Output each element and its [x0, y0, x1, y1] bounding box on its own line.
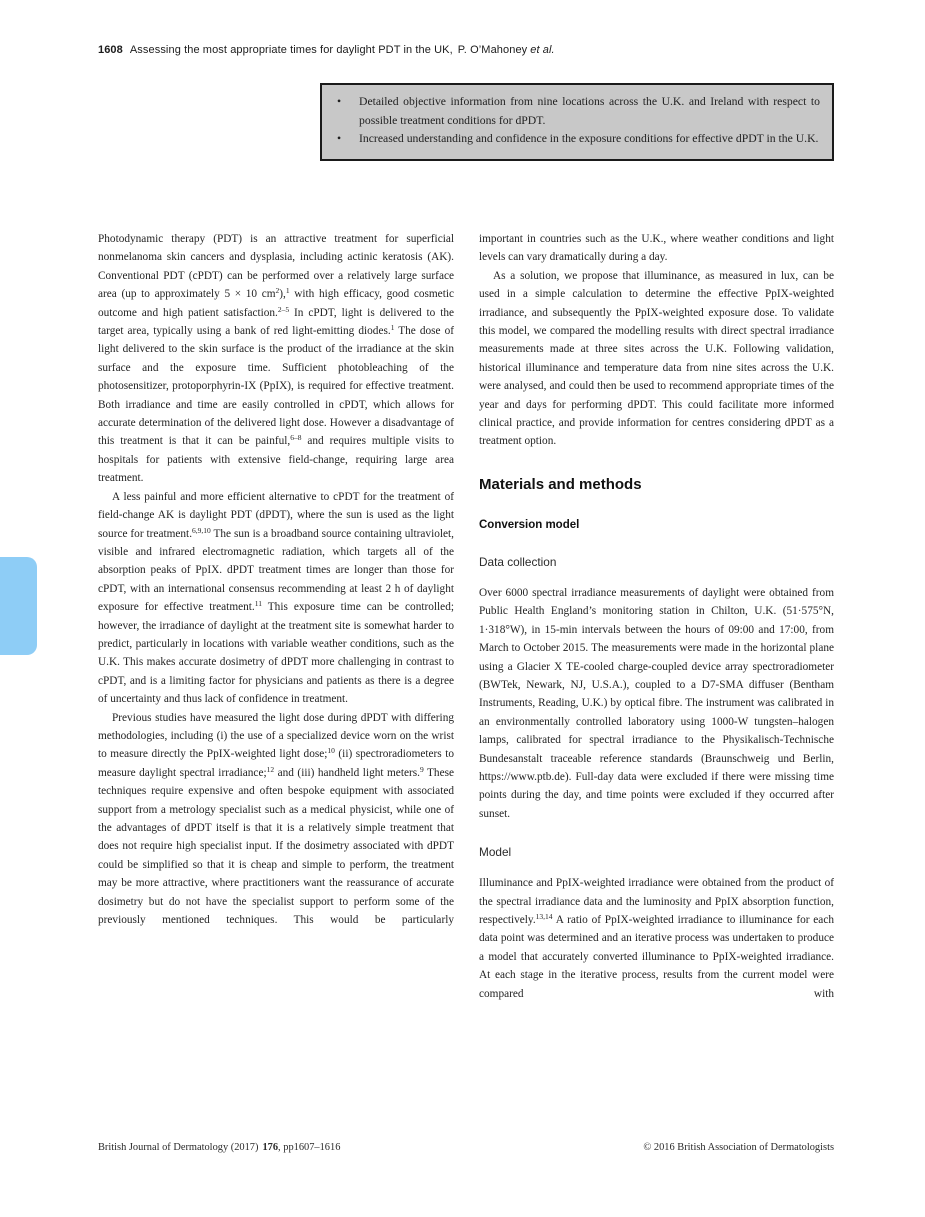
running-etal: et al. — [530, 44, 555, 56]
left-column — [98, 230, 454, 929]
subsubsection-heading-model: Model — [479, 845, 512, 860]
body-paragraph: Previous studies have measured the light dose during dPDT with differing methodologies, including (i) the use of a specialized device worn on the wrist to measure directly the PpIX-weighted light dose;$^{10}$ (ii) spectroradiometers to measure daylight spectral irradiance;$^{12}$ and (iii) handheld light meters.$^9$ These techniques require expensive and often bespoke equipment with associated support from a metrology specialist such as a medical physicist, while one of the advantages of dPDT itself is that it is a relatively simple treatment that does not require high specialist input. If the dosimetry associated with dPDT could be simplified so that it is cheap and simple to perform, the treatment may be more attractive, where practitioners want the reassurance of accurate dosimetry but do not have the specialist support to perform some of the previously mentioned techniques. This would be particularly — [98, 711, 454, 927]
body-paragraph: important in countries such as the U.K., where weather conditions and light levels can vary dramatically during a day. — [479, 233, 834, 264]
footer-citation — [98, 1142, 340, 1153]
section-heading-materials-and-methods: Materials and methods — [479, 475, 642, 493]
key-point-text: Detailed objective information from nine locations across the U.K. and Ireland with respect to possible treatment conditions for dPDT. — [359, 95, 820, 127]
footer-copyright: © 2016 British Association of Dermatologists — [643, 1142, 834, 1153]
key-points-box — [320, 83, 834, 161]
running-header — [98, 44, 838, 56]
footer-journal: British Journal of Dermatology (2017) — [98, 1142, 259, 1153]
subsubsection-heading-data-collection: Data collection — [479, 554, 557, 569]
body-paragraph: Illuminance and PpIX-weighted irradiance were obtained from the product of the spectral irradiance data and the luminosity and PpIX absorption function, respectively.$^{13,14}$ A ratio of PpIX-weighted irradiance to illuminance for each data point was determined and an iterative process was undertaken to produce a model that accurately converted illuminance to PpIX-weighted irradiance. At each stage in the iterative process, results from the current model were compared with — [479, 877, 834, 1000]
subsection-heading-conversion-model: Conversion model — [479, 518, 580, 531]
footer-pages: , pp1607–1616 — [278, 1142, 341, 1153]
body-paragraph: Over 6000 spectral irradiance measurements of daylight were obtained from Public Health England’s monitoring station in Chilton, U.K. (51·575°N, 1·318°W), in 15-min intervals between the hours of 09:00 and 17:00, from March to October 2015. The measurements were made in the horizontal plane using a Glacier X TE-cooled charge-coupled device array spectroradiometer (BWTek, Newark, NJ, U.S.A.), coupled to a D7-SMA diffuser (Bentham Instruments, Reading, U.K.) by optical fibre. The instrument was calibrated in an environmentally controlled laboratory using 1000-W tungsten–halogen lamps, calibrated for spectral irradiance to the Physikalisch-Technische Bundesanstalt traceable reference standards (Braunschweig und Berlin, https://www.ptb.de). Full-day data were excluded if there were missing time points during the day, and time points were excluded if they occurred after sunset. — [479, 586, 834, 820]
footer-volume: 176 — [262, 1142, 279, 1153]
bullet-icon: • — [337, 132, 342, 146]
key-point-text: Increased understanding and confidence in the exposure conditions for effective dPDT in the U.K. — [359, 132, 819, 146]
right-column — [479, 230, 834, 1003]
key-point-item — [334, 93, 820, 130]
body-paragraph: As a solution, we propose that illuminance, as measured in lux, can be used in a simple calculation to determine the effective PpIX-weighted irradiance, and subsequently the PpIX-weighted exposure dose. To validate this model, we compared the modelling results with direct spectral irradiance measurements made at three sites across the U.K. Following validation, historical illuminance and temperature data from nine sites across the U.K. were analysed, and could then be used to recommend appropriate times of the year and days for performing dPDT. This could facilitate more informed clinical practice, and provide information for centres considering dPDT as a treatment option. — [479, 269, 834, 448]
body-paragraph: Photodynamic therapy (PDT) is an attractive treatment for superficial nonmelanoma skin cancers and dysplasia, including actinic keratosis (AK). Conventional PDT (cPDT) can be performed over a relatively large surface area (up to approximately 5 × 10 $cm^2),^1$ with high efficacy, good cosmetic outcome and high patient satisfaction.$^{2-5}$ In cPDT, light is delivered to the target area, typically using a bank of red light-emitting diodes.$^1$ The dose of light delivered to the skin surface is the product of the irradiance at the skin surface and the exposure time. Sufficient photobleaching of the photosensitizer, protoporphyrin-IX (PpIX), is required for effective treatment. Both irradiance and time are easily controlled in cPDT, which allows for accurate determination of the delivered light dose. However a disadvantage of this treatment is that it can be painful,$^{6-8}$ and requires multiple visits to hospitals for patients with extensive field-change, requiring large area treatment. — [98, 233, 455, 485]
running-title: Assessing the most appropriate times for daylight PDT in the UK, — [129, 44, 453, 56]
blue-bookmark-tab[interactable] — [0, 557, 37, 655]
body-paragraph: A less painful and more efficient alternative to cPDT for the treatment of field-change AK is daylight PDT (dPDT), where the sun is used as the light source for treatment.$^{6,9,10}$ The sun is a broadband source containing ultraviolet, visible and infrared electromagnetic radiation, which targets all of the absorption peaks of PpIX. dPDT treatment times are longer than those for cPDT, with an international consensus recommending at least 2 h of daylight exposure for effective treatment.$^{11}$ This exposure time can be controlled; however, the irradiance of daylight at the treatment site is somewhat harder to predict, particularly in locations with variable weather conditions, such as the U.K. This makes accurate dosimetry of dPDT more challenging in contrast to cPDT, and is a limiting factor for physicians and patients as there is a degree of uncertainty and thus lack of confidence in treatment. — [98, 490, 454, 706]
page-footer — [98, 1142, 834, 1153]
page-number: 1608 — [98, 44, 123, 56]
running-authors: P. O’Mahoney — [457, 44, 528, 56]
key-point-item — [334, 130, 820, 149]
bullet-icon: • — [337, 95, 342, 108]
